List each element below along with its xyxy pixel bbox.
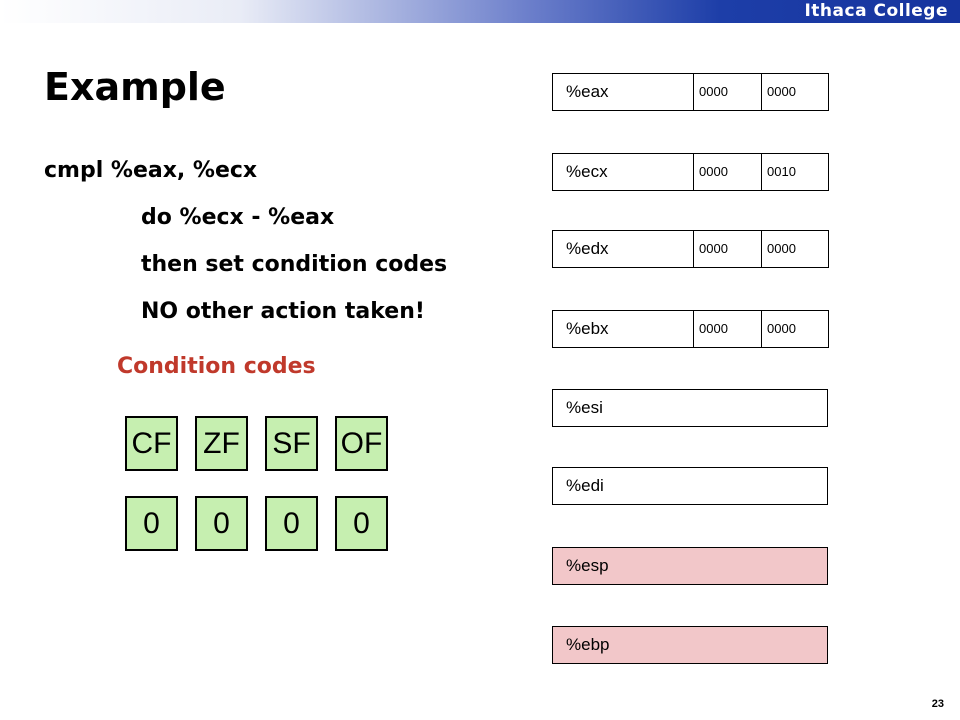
register-edx <box>552 230 828 268</box>
register-name: %ebx <box>566 319 609 338</box>
college-logo-text: Ithaca College <box>804 1 948 21</box>
flag-cf-value: 0 <box>125 496 178 551</box>
flag-of-label: OF <box>335 416 388 471</box>
register-name: %ebp <box>566 635 610 654</box>
register-name: %ecx <box>566 162 608 181</box>
slide-title: Example <box>44 65 226 109</box>
register-low-value: 0010 <box>761 153 829 191</box>
register-low-value: 0000 <box>761 230 829 268</box>
explanation-line-2: then set condition codes <box>141 252 448 277</box>
flag-zf-label: ZF <box>195 416 248 471</box>
instruction-line: cmpl %eax, %ecx <box>44 158 258 183</box>
flag-sf-value: 0 <box>265 496 318 551</box>
register-low-value: 0000 <box>761 310 829 348</box>
register-high-value: 0000 <box>693 230 762 268</box>
page-number: 23 <box>931 698 944 710</box>
flag-cf-label: CF <box>125 416 178 471</box>
register-esi <box>552 389 828 427</box>
register-high-value: 0000 <box>693 73 762 111</box>
register-ebp <box>552 626 828 664</box>
register-name: %edi <box>566 476 604 495</box>
register-esp <box>552 547 828 585</box>
register-high-value: 0000 <box>693 310 762 348</box>
header-banner <box>0 0 960 23</box>
register-name: %edx <box>566 239 609 258</box>
register-name: %esi <box>566 398 603 417</box>
register-name: %eax <box>566 82 609 101</box>
explanation-line-1: do %ecx - %eax <box>141 205 335 230</box>
condition-codes-heading: Condition codes <box>117 354 316 379</box>
register-eax <box>552 73 828 111</box>
register-ebx <box>552 310 828 348</box>
flag-sf-label: SF <box>265 416 318 471</box>
register-name: %esp <box>566 556 609 575</box>
register-high-value: 0000 <box>693 153 762 191</box>
register-edi <box>552 467 828 505</box>
register-low-value: 0000 <box>761 73 829 111</box>
register-ecx <box>552 153 828 191</box>
flag-zf-value: 0 <box>195 496 248 551</box>
explanation-line-3: NO other action taken! <box>141 299 425 324</box>
flag-of-value: 0 <box>335 496 388 551</box>
